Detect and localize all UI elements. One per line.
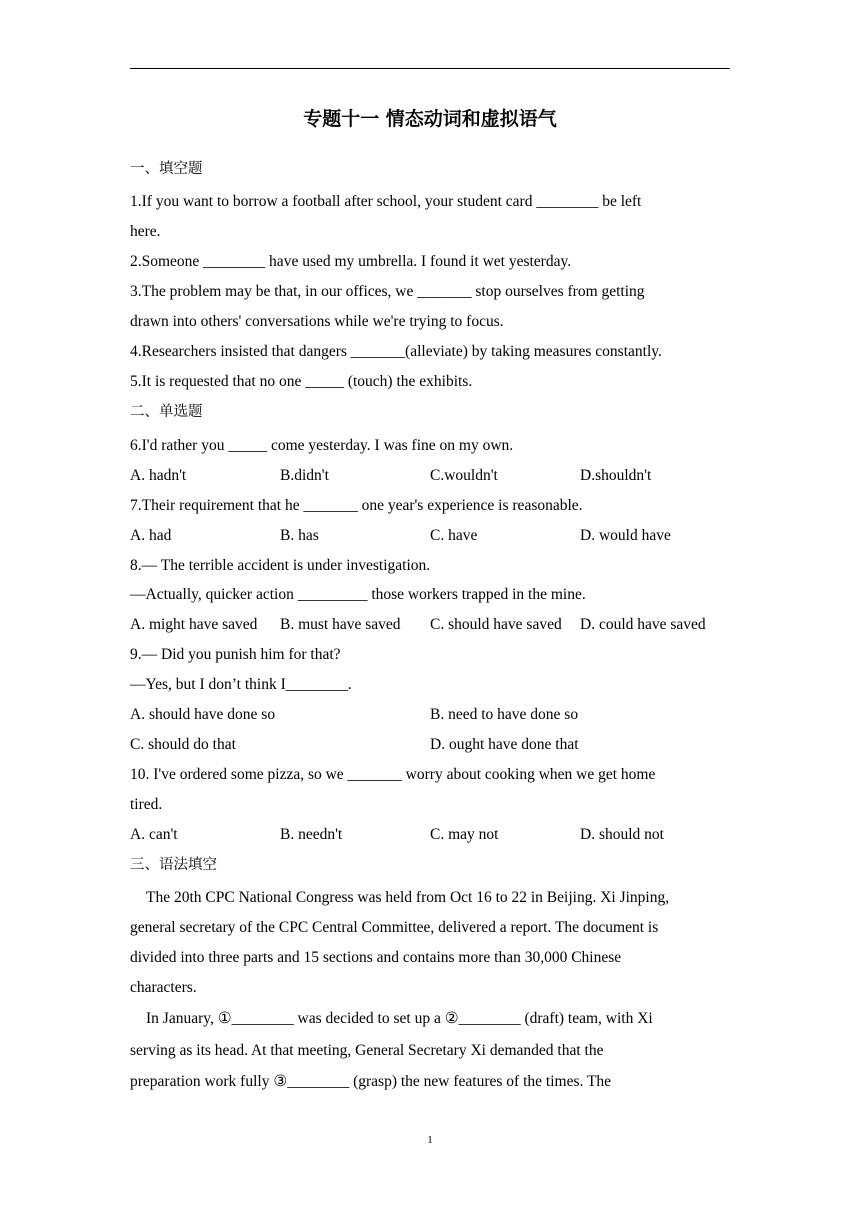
question-9-line-1: 9.— Did you punish him for that? xyxy=(130,646,341,663)
cloze-paragraph-2-line-1: In January, ①________ was decided to set up a ②________ (draft) team, with Xi xyxy=(146,1010,653,1027)
question-8-line-1: 8.— The terrible accident is under investigation. xyxy=(130,557,431,574)
question-7-option-a: A. had xyxy=(130,527,172,544)
question-1-line-2: here. xyxy=(130,223,161,240)
cloze-paragraph-1-line-1: The 20th CPC National Congress was held from Oct 16 to 22 in Beijing. Xi Jinping, xyxy=(146,889,670,906)
page-number: 1 xyxy=(427,1134,433,1146)
cloze-paragraph-2-line-2: serving as its head. At that meeting, General Secretary Xi demanded that the xyxy=(130,1042,604,1059)
question-3-line-2: drawn into others' conversations while we're trying to focus. xyxy=(130,313,504,330)
question-6-option-c: C.wouldn't xyxy=(430,467,498,484)
question-9-option-a: A. should have done so xyxy=(130,706,276,723)
question-10-option-c: C. may not xyxy=(430,826,499,843)
section-heading-fill-blank: 一、填空题 xyxy=(130,161,203,177)
question-2: 2.Someone ________ have used my umbrella. I found it wet yesterday. xyxy=(130,253,572,270)
cloze-paragraph-1-line-2: general secretary of the CPC Central Committee, delivered a report. The document is xyxy=(130,919,659,936)
section-heading-grammar-cloze: 三、语法填空 xyxy=(130,857,217,873)
question-7-option-c: C. have xyxy=(430,527,478,544)
question-10-option-d: D. should not xyxy=(580,826,664,843)
question-1-line-1: 1.If you want to borrow a football after school, your student card ________ be left xyxy=(130,193,642,210)
question-3-line-1: 3.The problem may be that, in our offices, we _______ stop ourselves from getting xyxy=(130,283,645,300)
page-title: 专题十一 情态动词和虚拟语气 xyxy=(303,108,557,130)
question-8-line-2: —Actually, quicker action _________ those workers trapped in the mine. xyxy=(130,586,586,603)
question-10-line-1: 10. I've ordered some pizza, so we _______ worry about cooking when we get home xyxy=(130,766,656,783)
question-9-line-2: —Yes, but I don’t think I________. xyxy=(130,676,352,693)
question-10-option-b: B. needn't xyxy=(280,826,343,843)
question-6-option-a: A. hadn't xyxy=(130,467,187,484)
question-8-option-d: D. could have saved xyxy=(580,616,706,633)
question-7-option-d: D. would have xyxy=(580,527,671,544)
question-10-option-a: A. can't xyxy=(130,826,178,843)
question-5: 5.It is requested that no one _____ (touch) the exhibits. xyxy=(130,373,473,390)
question-6-option-b: B.didn't xyxy=(280,467,329,484)
question-9-option-d: D. ought have done that xyxy=(430,736,579,753)
cloze-paragraph-1-line-3: divided into three parts and 15 sections and contains more than 30,000 Chinese xyxy=(130,949,622,966)
cloze-paragraph-2-line-3: preparation work fully ③________ (grasp) the new features of the times. The xyxy=(130,1073,612,1090)
section-heading-multiple-choice: 二、单选题 xyxy=(130,404,203,420)
question-6-option-d: D.shouldn't xyxy=(580,467,652,484)
question-8-option-b: B. must have saved xyxy=(280,616,401,633)
question-10-line-2: tired. xyxy=(130,796,163,813)
question-9-option-c: C. should do that xyxy=(130,736,236,753)
question-6: 6.I'd rather you _____ come yesterday. I was fine on my own. xyxy=(130,437,514,454)
question-9-option-b: B. need to have done so xyxy=(430,706,579,723)
question-8-option-a: A. might have saved xyxy=(130,616,258,633)
cloze-paragraph-1-line-4: characters. xyxy=(130,979,197,996)
question-7-option-b: B. has xyxy=(280,527,319,544)
question-7: 7.Their requirement that he _______ one year's experience is reasonable. xyxy=(130,497,583,514)
question-4: 4.Researchers insisted that dangers _______(alleviate) by taking measures constantly. xyxy=(130,343,662,360)
header-rule xyxy=(130,68,730,69)
question-8-option-c: C. should have saved xyxy=(430,616,562,633)
